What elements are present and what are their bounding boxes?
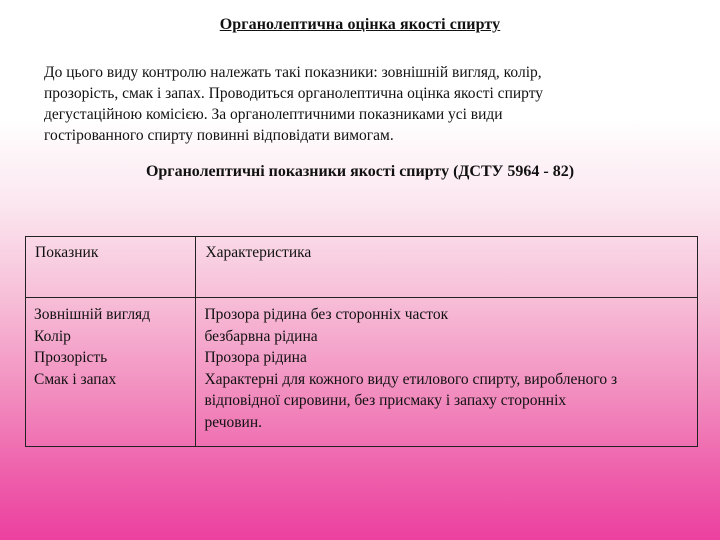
header-indicator	[26, 237, 196, 298]
characteristic-item: Прозора рідина без сторонніх часток	[204, 306, 449, 323]
header-indicator-label: Показник	[35, 244, 99, 261]
indicator-item: Прозорість	[34, 349, 108, 366]
intro-paragraph	[44, 62, 684, 146]
table-header-row	[26, 237, 698, 298]
header-characteristic	[196, 237, 698, 298]
indicator-cell	[26, 298, 196, 447]
intro-line: прозорість, смак і запах. Проводиться органолептична оцінка якості спирту	[44, 85, 544, 102]
table-row	[26, 298, 698, 447]
characteristic-item: речовин.	[204, 413, 263, 431]
characteristic-item: відповідної сировини, без присмаку і запаху сторонніх	[204, 392, 567, 409]
intro-line: дегустаційною комісією. За органолептичними показниками усі види	[44, 106, 503, 123]
intro-line: гостірованного спирту повинні відповідати вимогам.	[44, 127, 394, 144]
indicator-item: Зовнішній вигляд	[34, 306, 151, 323]
characteristic-item: безбарвна рідина	[204, 327, 318, 345]
page-title: Органолептична оцінка якості спирту	[219, 16, 501, 33]
intro-line: До цього виду контролю належать такі показники: зовнішній вигляд, колір,	[44, 64, 542, 81]
table-caption: Органолептичні показники якості спирту (ДСТУ 5964 - 82)	[145, 163, 575, 180]
header-characteristic-label: Характеристика	[205, 244, 312, 261]
indicator-item: Колір	[34, 327, 71, 345]
indicator-item: Смак і запах	[34, 370, 117, 388]
characteristic-item: Прозора рідина	[204, 349, 307, 366]
characteristic-item: Характерні для кожного виду етилового спирту, виробленого з	[204, 370, 618, 388]
indicators-table	[25, 236, 698, 447]
characteristic-cell	[196, 298, 698, 447]
